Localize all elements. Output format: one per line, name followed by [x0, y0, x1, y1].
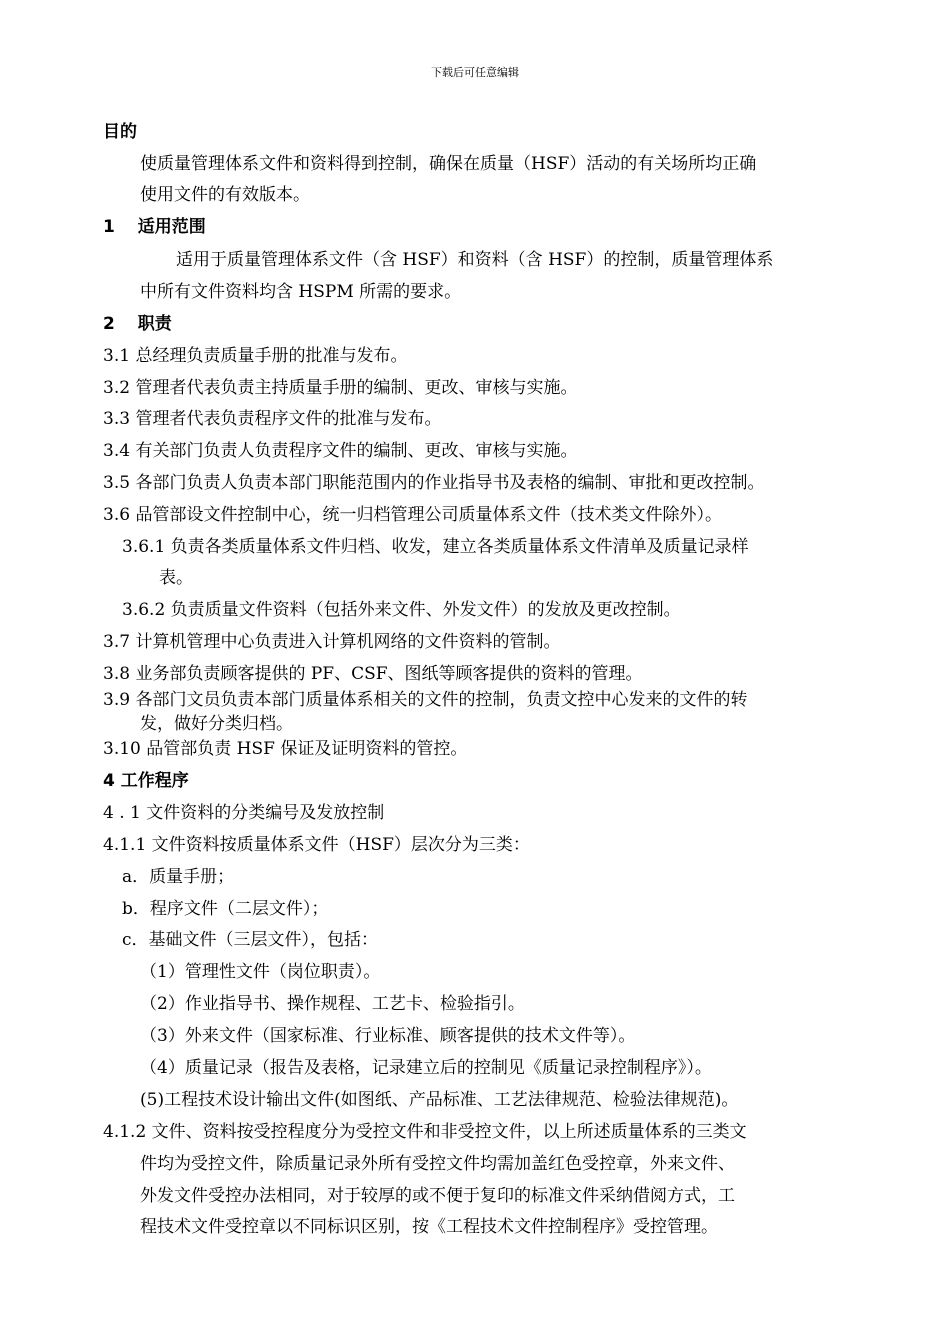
- list-item: (5)工程技术设计输出文件(如图纸、产品标准、工艺法律规范、检验法律规范)。: [140, 1090, 739, 1110]
- text-line: 使质量管理体系文件和资料得到控制，确保在质量（HSF）活动的有关场所均正确: [140, 154, 757, 174]
- page-header: 下载后可任意编辑: [431, 66, 519, 79]
- text-line: 发，做好分类归档。: [140, 714, 293, 734]
- text-line: 4 . 1 文件资料的分类编号及发放控制: [103, 803, 385, 823]
- text-line: 3.8 业务部负责顾客提供的 PF、CSF、图纸等顾客提供的资料的管理。: [103, 664, 643, 684]
- text-line: 适用于质量管理体系文件（含 HSF）和资料（含 HSF）的控制，质量管理体系: [176, 250, 774, 270]
- text-line: 3.10 品管部负责 HSF 保证及证明资料的管控。: [103, 739, 468, 759]
- text-line: 中所有文件资料均含 HSPM 所需的要求。: [140, 282, 462, 302]
- list-item: c．基础文件（三层文件），包括：: [122, 930, 379, 950]
- heading-purpose: 目的: [103, 122, 137, 142]
- text-line: 4.1.2 文件、资料按受控程度分为受控文件和非受控文件，以上所述质量体系的三类文: [103, 1122, 747, 1142]
- text-line: 3.1 总经理负责质量手册的批准与发布。: [103, 346, 408, 366]
- heading-procedure: 4 工作程序: [103, 771, 189, 791]
- heading-responsibility: 2 职责: [103, 314, 172, 334]
- text-line: 3.6 品管部设文件控制中心，统一归档管理公司质量体系文件（技术类文件除外）。: [103, 505, 722, 525]
- list-item: （3）外来文件（国家标准、行业标准、顾客提供的技术文件等）。: [140, 1026, 636, 1046]
- text-line: 3.4 有关部门负责人负责程序文件的编制、更改、审核与实施。: [103, 441, 578, 461]
- text-line: 3.7 计算机管理中心负责进入计算机网络的文件资料的管制。: [103, 632, 561, 652]
- text-line: 使用文件的有效版本。: [140, 185, 310, 205]
- text-line: 程技术文件受控章以不同标识区别，按《工程技术文件控制程序》受控管理。: [140, 1217, 718, 1237]
- list-item: a．质量手册；: [122, 867, 235, 887]
- text-line: 3.6.1 负责各类质量体系文件归档、收发，建立各类质量体系文件清单及质量记录样: [122, 537, 749, 557]
- text-line: 4.1.1 文件资料按质量体系文件（HSF）层次分为三类：: [103, 835, 530, 855]
- text-line: 外发文件受控办法相同，对于较厚的或不便于复印的标准文件采纳借阅方式，工: [140, 1186, 735, 1206]
- text-line: 3.6.2 负责质量文件资料（包括外来文件、外发文件）的发放及更改控制。: [122, 600, 681, 620]
- text-line: 表。: [159, 568, 193, 588]
- text-line: 3.5 各部门负责人负责本部门职能范围内的作业指导书及表格的编制、审批和更改控制。: [103, 473, 765, 493]
- text-line: 件均为受控文件，除质量记录外所有受控文件均需加盖红色受控章，外来文件、: [140, 1154, 735, 1174]
- list-item: （2）作业指导书、操作规程、工艺卡、检验指引。: [140, 994, 525, 1014]
- text-line: 3.3 管理者代表负责程序文件的批准与发布。: [103, 409, 442, 429]
- list-item: （4）质量记录（报告及表格，记录建立后的控制见《质量记录控制程序》）。: [140, 1058, 712, 1078]
- list-item: （1）管理性文件（岗位职责）。: [140, 962, 381, 982]
- text-line: 3.9 各部门文员负责本部门质量体系相关的文件的控制，负责文控中心发来的文件的转: [103, 690, 748, 710]
- text-line: 3.2 管理者代表负责主持质量手册的编制、更改、审核与实施。: [103, 378, 578, 398]
- list-item: b．程序文件（二层文件）；: [122, 899, 329, 919]
- heading-scope: 1 适用范围: [103, 217, 206, 237]
